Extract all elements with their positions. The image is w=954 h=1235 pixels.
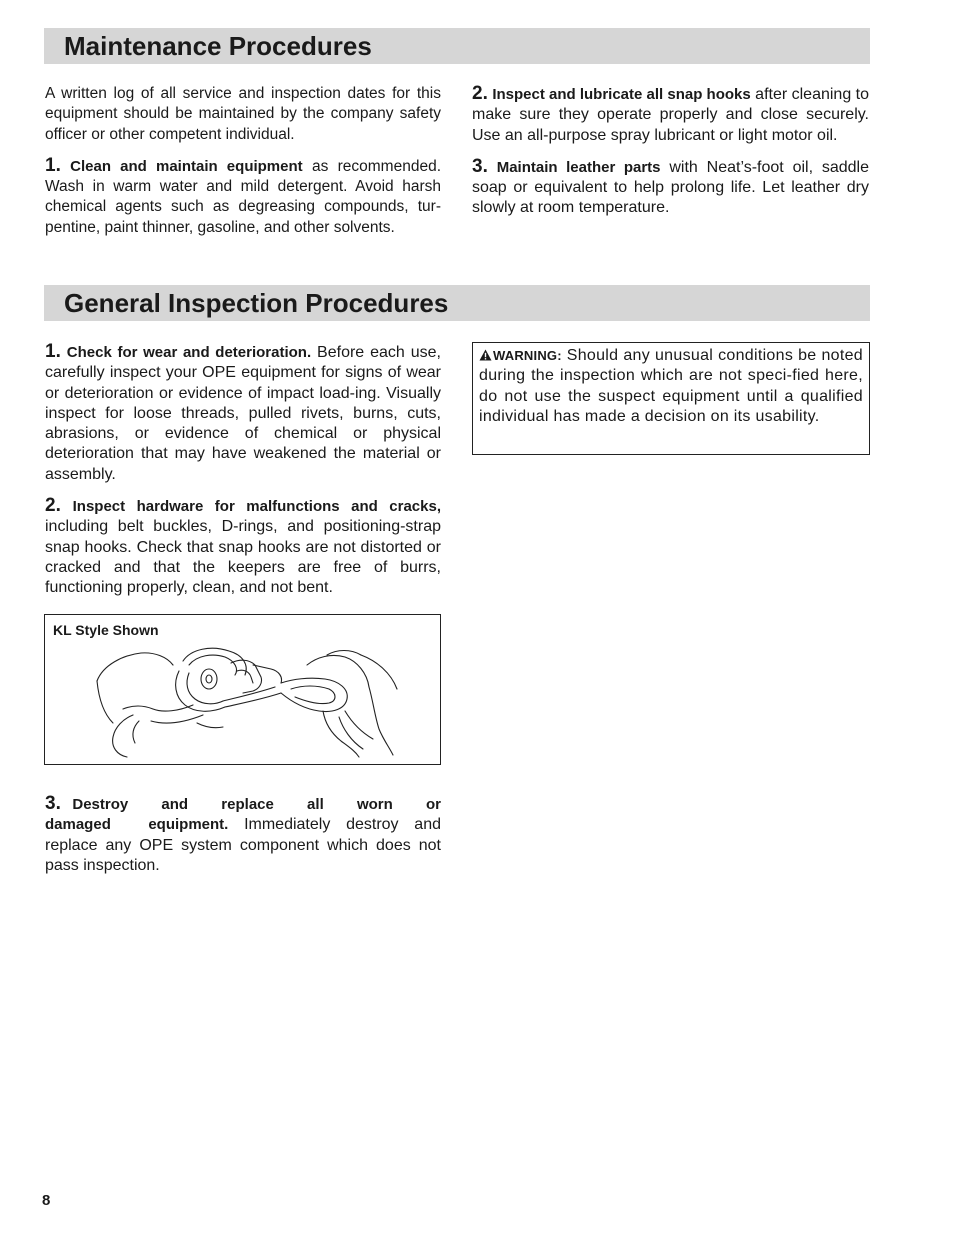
inspection-item-2: 2. Inspect hardware for malfunctions and cracks, including belt buckles, D-rings, and positioning-strap snap hooks. Check that snap hooks are not distorted or cracked and that the keepers are free of burrs, functioning properly, clean, and not bent.	[45, 495, 441, 597]
maintenance-heading-bar	[44, 28, 870, 64]
snap-hook-figure	[44, 614, 441, 765]
maintenance-right-column	[472, 84, 869, 230]
warning-label: WARNING:	[493, 348, 562, 363]
inspection-item-3: 3. Destroy and replace all worn or damaged equipment. Immediately destroy and replace any OPE system component which does not pass inspection.	[45, 793, 441, 874]
warning-box	[472, 342, 870, 455]
inspection-item-3-block	[45, 794, 441, 887]
maintenance-intro: A written log of all service and inspection dates for this equipment should be maintained by the company safety officer or other competent individual.	[45, 85, 441, 143]
warning-text: Should any unusual conditions be noted during the inspection which are not speci-fied here, do not use the suspect equipment until a qualified individual has made a decision on its usability.	[479, 347, 863, 425]
snap-hook-inspection-illustration	[93, 643, 403, 759]
maintenance-item-1: 1. Clean and maintain equipment as recommended. Wash in warm water and mild detergent. Avoid harsh chemical agents such as degreasing compounds, tur-pentine, paint thinner, gasoline, and other solvents.	[45, 154, 441, 236]
inspection-item-1: 1. Check for wear and deterioration. Before each use, carefully inspect your OPE equipment for signs of wear or deterioration or evidence of impact load-ing. Visually inspect for loose threads, pulled rivets, burns, cuts, abrasions, or evidence of chemical or physical deterioration that may have weakened the material or assembly.	[45, 341, 441, 483]
inspection-left-column	[45, 342, 441, 610]
inspection-heading-bar	[44, 285, 870, 321]
page-number: 8	[42, 1192, 51, 1209]
warning-triangle-icon	[479, 349, 492, 361]
inspection-heading: General Inspection Procedures	[64, 288, 449, 318]
maintenance-heading: Maintenance Procedures	[64, 31, 372, 61]
maintenance-left-column	[45, 84, 441, 249]
maintenance-item-3: 3. Maintain leather parts with Neat’s-foot oil, saddle soap or equivalent to help prolong life. Let leather dry slowly at room temperature.	[472, 155, 869, 217]
maintenance-item-2: 2. Inspect and lubricate all snap hooks after cleaning to make sure they operate properly and close securely. Use an all-purpose spray lubricant or light motor oil.	[472, 83, 870, 144]
figure-caption: KL Style Shown	[53, 622, 159, 638]
